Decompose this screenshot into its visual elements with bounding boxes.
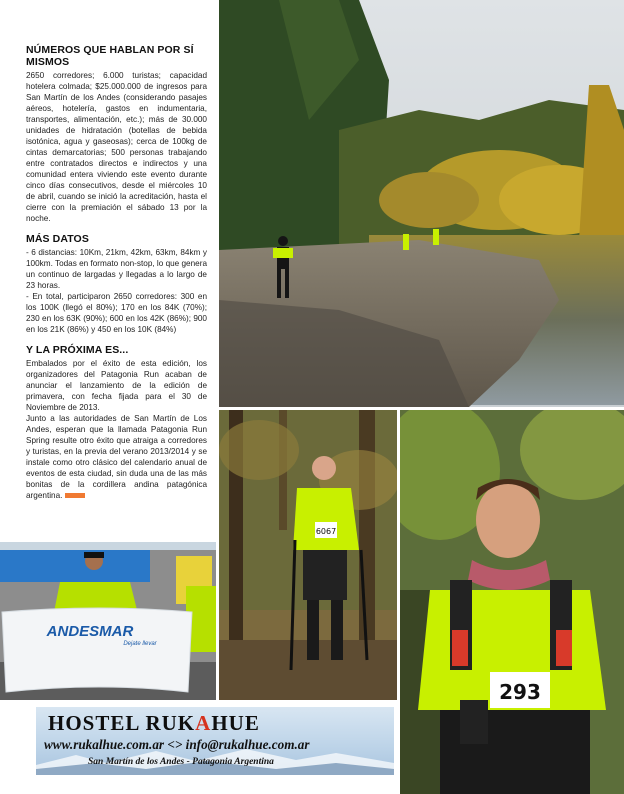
hostel-ad-banner — [36, 707, 394, 775]
photo-young-runner — [400, 410, 624, 794]
hostel-name: HOSTEL RUKAHUE — [48, 711, 260, 735]
section-numeros — [26, 44, 207, 224]
section-title: MÁS DATOS — [26, 233, 89, 245]
section-paragraph-text: Junto a las autoridades de San Martín de Los Andes, esperan que la llamada Patagonia Run Spring resulte otro éxito que atraiga a corredores y turistas, en la previa del verano 2013/2014 y se instale como otro clásico del calendario anual de eventos de esta ciudad, sin duda una de las más bonitas de la cordillera andina patagónica argentina. — [26, 414, 207, 500]
bib-number-center: 6067 — [315, 527, 337, 536]
section-paragraph — [26, 413, 207, 501]
section-mas-datos — [26, 233, 207, 335]
photo-finish-flag — [0, 542, 216, 700]
section-title: NÚMEROS QUE HABLAN POR SÍ MISMOS — [26, 44, 194, 68]
bib-number-right: 293 — [499, 680, 541, 704]
section-title: Y LA PRÓXIMA ES... — [26, 344, 129, 356]
photo-lake-runners — [219, 0, 624, 407]
section-paragraph: 2650 corredores; 6.000 turistas; capacidad hotelera colmada; $25.000.000 de ingresos para San Martín de los Andes (considerando pasajes aéreos, hotelería, gastos en indumentaria, transportes, alimentación, etc.); más de 30.000 unidades de hidratación (botellas de bebida isotónica, agua y gaseosas); cerca de 100kg de cintas demarcatorias; 500 personas trabajando entre contratados directos e indirectos y una comunidad entera viviendo este evento durante cinco días consecutivos, desde el miércoles 10 de abril, cuando se inició la acreditación, hasta el cierre con la premiación el sábado 13 por la noche. — [26, 71, 207, 223]
flag-brand: ANDESMAR — [46, 623, 134, 640]
section-paragraph: - 6 distancias: 10Km, 21km, 42km, 63km, 84km y 100km. Todas en formato non-stop, lo que genera un continuo de largadas y llegadas a lo largo de 23 horas. — [26, 248, 207, 290]
section-paragraph: Embalados por el éxito de esta edición, los organizadores del Patagonia Run acaban de anunciar el lanzamiento de la edición de primavera, con fecha fijada para el 30 de Noviembre de 2013. — [26, 359, 207, 412]
photo-older-runner — [219, 410, 397, 700]
flag-tagline: Dejate llevar — [123, 641, 157, 647]
hostel-location: San Martín de los Andes - Patagonia Argentina — [88, 757, 274, 767]
hostel-contact[interactable]: www.rukalhue.com.ar <> info@rukalhue.com.ar — [44, 737, 310, 752]
article-text-column — [26, 44, 207, 501]
end-of-article-mark — [65, 493, 85, 498]
section-paragraph: - En total, participaron 2650 corredores: 300 en los 100K (llegó el 80%); 170 en los 84K (70%); 230 en los 63K (90%); 600 en los 42K (86%); 900 en los 21K (86%) y 450 en los 10K (84%) — [26, 292, 207, 334]
section-la-proxima — [26, 344, 207, 501]
